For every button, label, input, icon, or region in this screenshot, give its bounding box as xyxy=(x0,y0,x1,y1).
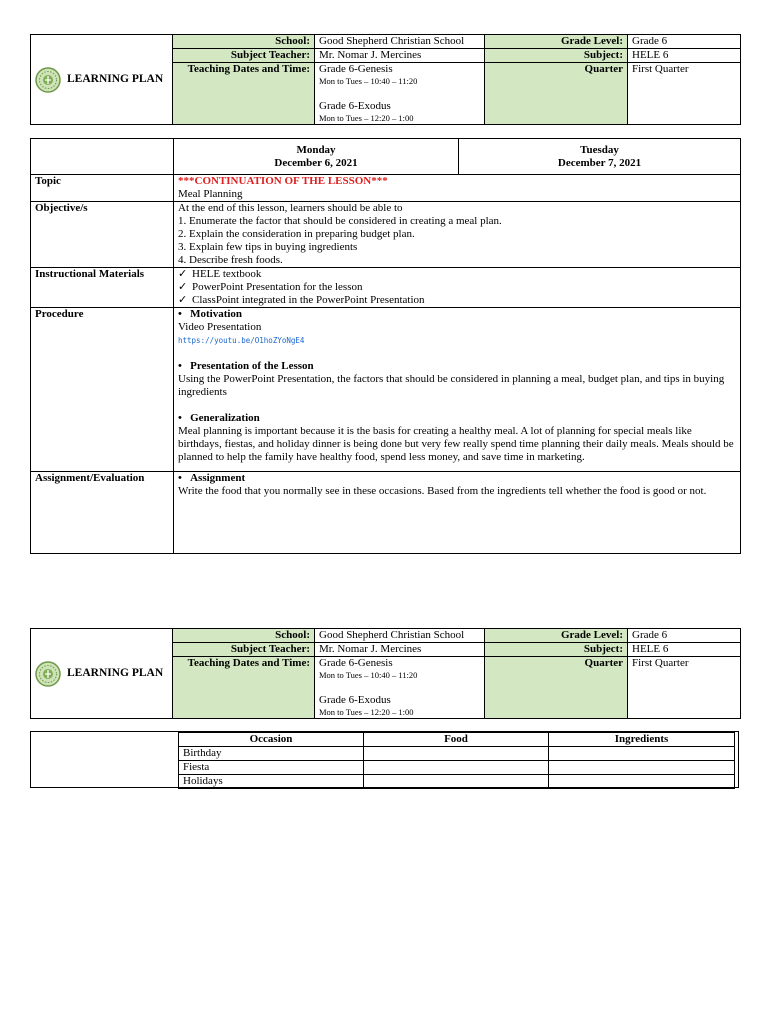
generalization-heading: • Generalization xyxy=(178,412,260,424)
header-table-2 xyxy=(30,628,741,719)
topic-value xyxy=(174,175,741,202)
class1-time: Mon to Tues – 10:40 – 11:20 xyxy=(319,76,418,86)
quarter-value: First Quarter xyxy=(628,63,741,125)
grade-value: Grade 6 xyxy=(628,35,741,49)
ingredients-cell[interactable] xyxy=(549,761,735,775)
objective-item: 3. Explain few tips in buying ingredients xyxy=(178,241,358,253)
food-cell[interactable] xyxy=(364,761,549,775)
materials-value xyxy=(174,268,741,308)
subject-label: Subject: xyxy=(485,49,628,63)
learning-plan-title: LEARNING PLAN xyxy=(67,73,164,85)
video-link[interactable]: https://youtu.be/O1hoZYoNgE4 xyxy=(178,336,305,345)
assignment-heading: • Assignment xyxy=(178,472,246,484)
subject-label: Subject: xyxy=(485,643,628,657)
procedure-label: Procedure xyxy=(31,308,174,472)
day-tuesday: Tuesday December 7, 2021 xyxy=(459,139,741,175)
objective-item: 2. Explain the consideration in preparing budget plan. xyxy=(178,228,415,240)
teacher-value: Mr. Nomar J. Mercines xyxy=(315,643,485,657)
objectives-value xyxy=(174,202,741,268)
empty-corner xyxy=(31,139,174,175)
class2: Grade 6-Exodus xyxy=(319,694,391,706)
dates-value xyxy=(315,63,485,125)
subject-value: HELE 6 xyxy=(628,49,741,63)
presentation-heading: • Presentation of the Lesson xyxy=(178,360,314,372)
quarter-label: Quarter xyxy=(485,63,628,125)
class2-time: Mon to Tues – 12:20 – 1:00 xyxy=(319,113,414,123)
check-icon: ✓ xyxy=(178,281,188,293)
assignment-value xyxy=(174,472,741,554)
material-item: ✓ ClassPoint integrated in the PowerPoint Presentation xyxy=(178,294,425,306)
assignment-label: Assignment/Evaluation xyxy=(31,472,174,554)
check-icon: ✓ xyxy=(178,268,188,280)
grade-label: Grade Level: xyxy=(485,35,628,49)
motivation-heading: • Motivation xyxy=(178,308,243,320)
subject-value: HELE 6 xyxy=(628,643,741,657)
material-item: ✓ HELE textbook xyxy=(178,268,262,280)
logo-cell xyxy=(31,35,173,125)
ingredients-cell[interactable] xyxy=(549,747,735,761)
school-seal-icon xyxy=(35,67,61,93)
food-cell[interactable] xyxy=(364,775,549,789)
occasion-table xyxy=(178,732,735,789)
procedure-value xyxy=(174,308,741,472)
bullet-icon: • xyxy=(178,412,182,424)
occasion-cell: Fiesta xyxy=(179,761,364,775)
school-value: Good Shepherd Christian School xyxy=(315,35,485,49)
school-seal-icon xyxy=(35,661,61,687)
continuation-text: ***CONTINUATION OF THE LESSON*** xyxy=(178,175,388,187)
food-header: Food xyxy=(364,733,549,747)
objective-item: 4. Describe fresh foods. xyxy=(178,254,283,266)
dates-value xyxy=(315,657,485,719)
learning-plan-title: LEARNING PLAN xyxy=(67,667,164,679)
school-label: School: xyxy=(173,629,315,643)
objective-item: 1. Enumerate the factor that should be considered in creating a meal plan. xyxy=(178,215,502,227)
class2-time: Mon to Tues – 12:20 – 1:00 xyxy=(319,707,414,717)
material-item: ✓ PowerPoint Presentation for the lesson xyxy=(178,281,363,293)
bullet-icon: • xyxy=(178,472,182,484)
class1: Grade 6-Genesis xyxy=(319,63,393,75)
teacher-label: Subject Teacher: xyxy=(173,643,315,657)
quarter-value: First Quarter xyxy=(628,657,741,719)
school-label: School: xyxy=(173,35,315,49)
presentation-text: Using the PowerPoint Presentation, the factors that should be considered in planning a meal, budget plan, and tips in buying ingredients xyxy=(178,373,725,398)
dates-label: Teaching Dates and Time: xyxy=(173,63,315,125)
logo-cell xyxy=(31,629,173,719)
assignment-text: Write the food that you normally see in these occasions. Based from the ingredients tell whether the food is good or not. xyxy=(178,485,707,497)
teacher-label: Subject Teacher: xyxy=(173,49,315,63)
day-monday: Monday December 6, 2021 xyxy=(174,139,459,175)
lesson-table xyxy=(30,138,741,554)
materials-label: Instructional Materials xyxy=(31,268,174,308)
occasion-cell: Birthday xyxy=(179,747,364,761)
dates-label: Teaching Dates and Time: xyxy=(173,657,315,719)
header-table-1 xyxy=(30,34,741,125)
food-cell[interactable] xyxy=(364,747,549,761)
topic-title: Meal Planning xyxy=(178,188,243,200)
ingredients-cell[interactable] xyxy=(549,775,735,789)
motivation-text: Video Presentation xyxy=(178,321,262,333)
bullet-icon: • xyxy=(178,308,182,320)
bullet-icon: • xyxy=(178,360,182,372)
check-icon: ✓ xyxy=(178,294,188,306)
quarter-label: Quarter xyxy=(485,657,628,719)
grade-value: Grade 6 xyxy=(628,629,741,643)
class1: Grade 6-Genesis xyxy=(319,657,393,669)
occasion-cell: Holidays xyxy=(179,775,364,789)
ingredients-header: Ingredients xyxy=(549,733,735,747)
class2: Grade 6-Exodus xyxy=(319,100,391,112)
objectives-label: Objective/s xyxy=(31,202,174,268)
occasion-header: Occasion xyxy=(179,733,364,747)
objectives-intro: At the end of this lesson, learners should be able to xyxy=(178,202,403,214)
school-value: Good Shepherd Christian School xyxy=(315,629,485,643)
class1-time: Mon to Tues – 10:40 – 11:20 xyxy=(319,670,418,680)
topic-label: Topic xyxy=(31,175,174,202)
grade-label: Grade Level: xyxy=(485,629,628,643)
teacher-value: Mr. Nomar J. Mercines xyxy=(315,49,485,63)
generalization-text: Meal planning is important because it is the basis for creating a healthy meal. A lot of planning for special meals like birthdays, fiestas, and holiday dinner is being done but very few really spend time planning their daily meals. Meals should be planned to help the family have healthy food, spend less money, and save time in marketing. xyxy=(178,425,734,463)
